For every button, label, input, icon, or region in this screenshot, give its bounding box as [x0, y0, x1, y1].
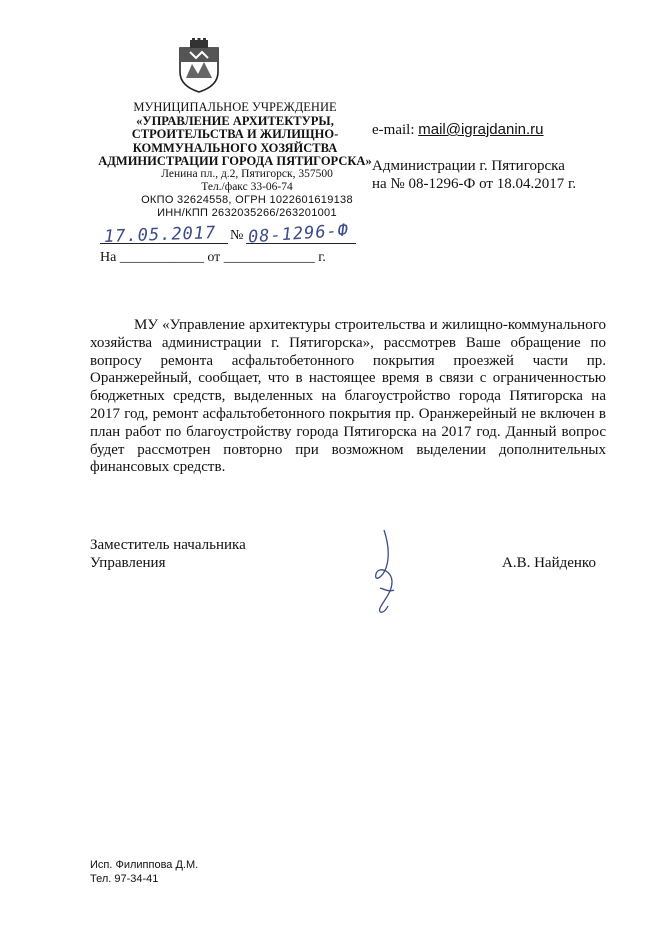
executor-name: Исп. Филиппова Д.М. [90, 859, 199, 871]
coat-of-arms-icon [176, 38, 222, 94]
org-okpo: ОКПО 32624558, ОГРН 1022601619138 [141, 194, 353, 206]
ref-ot-label: от [207, 250, 221, 265]
reference-line [100, 250, 326, 266]
email-label: e-mail: [372, 122, 415, 138]
org-line: МУНИЦИПАЛЬНОЕ УЧРЕЖДЕНИЕ [133, 100, 337, 114]
signatory-name: А.В. Найденко [502, 555, 596, 571]
org-phone: Тел./факс 33-06-74 [201, 181, 293, 193]
signatory-department: Управления [90, 555, 166, 571]
executor-phone: Тел. 97-34-41 [90, 873, 159, 885]
recipient-email [372, 121, 544, 139]
org-inn: ИНН/КПП 2632035266/263201001 [157, 207, 337, 219]
recipient-reference: на № 08-1296-Ф от 18.04.2017 г. [372, 176, 577, 192]
signatory-position: Заместитель начальника [90, 537, 246, 553]
number-label: № [230, 228, 244, 243]
org-line: «УПРАВЛЕНИЕ АРХИТЕКТУРЫ, [136, 113, 334, 128]
org-line: АДМИНИСТРАЦИИ ГОРОДА ПЯТИГОРСКА» [98, 154, 372, 168]
ref-na-label: На [100, 250, 117, 265]
ref-blank: _____________ [223, 250, 315, 265]
handwritten-number: 08-1296-Ф [247, 220, 350, 248]
email-link[interactable]: mail@igrajdanin.ru [418, 121, 544, 138]
org-line: КОММУНАЛЬНОГО ХОЗЯЙСТВА [132, 140, 338, 155]
org-line: СТРОИТЕЛЬСТВА И ЖИЛИЩНО- [131, 127, 339, 141]
body-paragraph: МУ «Управление архитектуры строительства и жилищно-коммунального хозяйства администрации г. Пятигорска», рассмотрев Ваше обращение по вопросу ремонта асфальтобетонного покрытия проезжей части пр. Оранжерейный, сообщает, что в настоящее время в связи с ограниченностью бюджетных средств, выделенных на благоустройство города Пятигорска на 2017 год, ремонт асфальтобетонного покрытия пр. Оранжерейный не включен в план работ по благоустройству города Пятигорска на 2017 год. Данный вопрос будет рассмотрен повторно при возможном выделении дополнительных финансовых средств. [90, 317, 606, 476]
ref-g-label: г. [318, 250, 326, 265]
recipient-line: Администрации г. Пятигорска [372, 158, 565, 174]
handwritten-signature-icon [362, 528, 406, 616]
outgoing-date-number [100, 220, 400, 248]
org-address: Ленина пл., д.2, Пятигорск, 357500 [161, 168, 333, 180]
handwritten-date: 17.05.2017 [103, 223, 217, 247]
organization-name [72, 101, 398, 169]
ref-blank: ____________ [119, 250, 204, 265]
letter-body [90, 317, 606, 477]
